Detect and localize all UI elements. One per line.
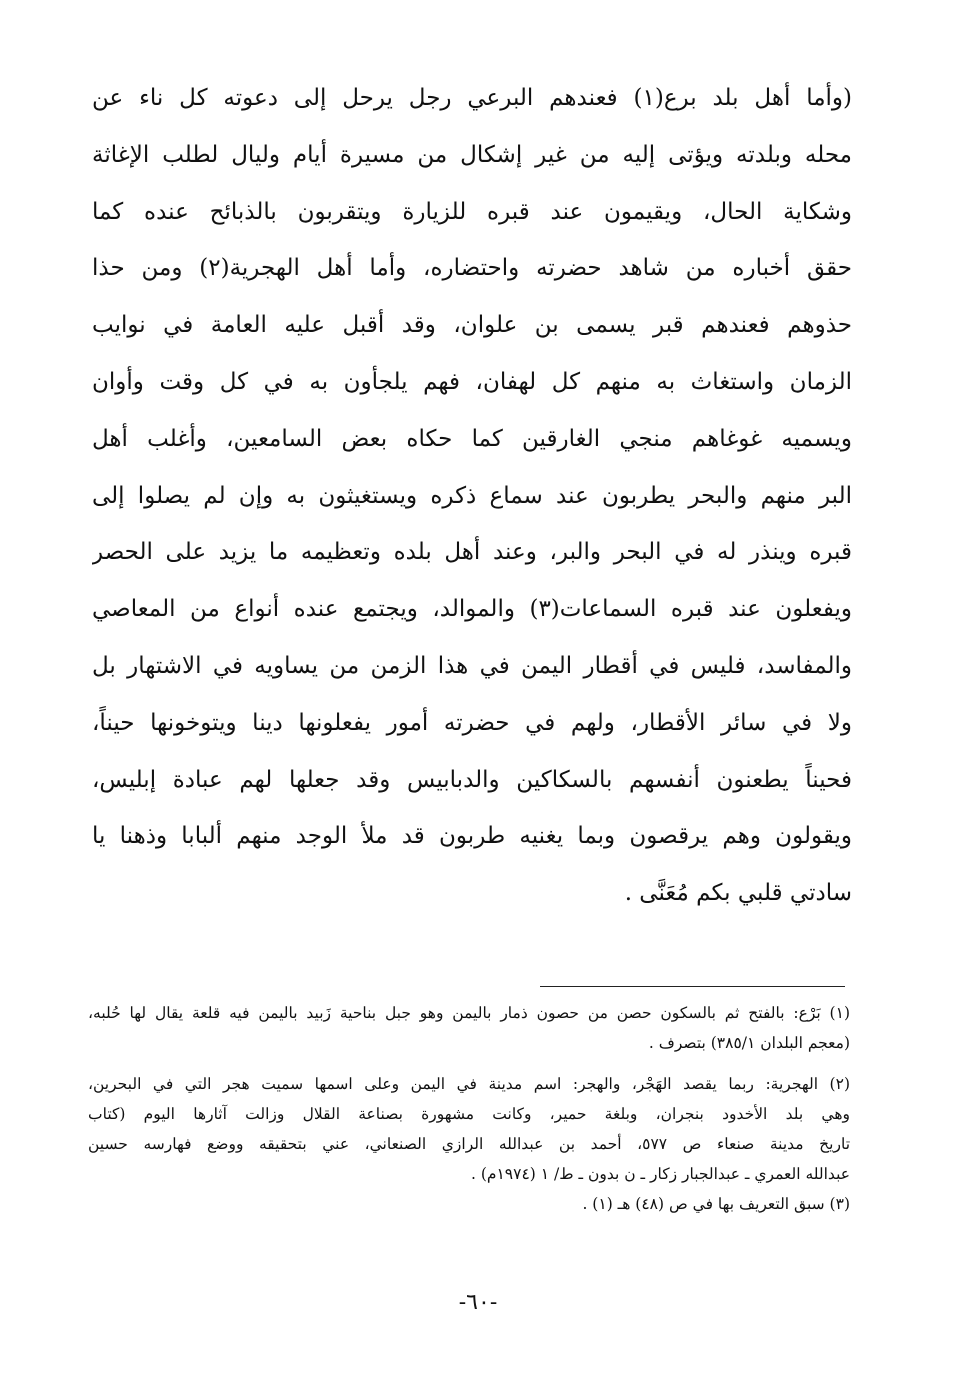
footnote-line: وهي بلد الأخدود بنجران، وبلغة حمير، وكانت مشهورة بصناعة القلال وزالت آثارها اليوم (كتاب bbox=[88, 1105, 850, 1123]
footnotes bbox=[88, 998, 850, 1219]
body-line: فحيناً يطعنون أنفسهم بالسكاكين والدبابيس وقد جعلها لهم عبادة إبليس، bbox=[92, 766, 852, 793]
body-line: حقق أخباره من شاهد حضرته واحتضاره، وأما أهل الهجرية(٢) ومن حذا bbox=[92, 255, 852, 282]
page-number: -٦٠- bbox=[458, 1290, 498, 1315]
footnote-line: (معجم البلدان ٣٨٥/١) بتصرف . bbox=[648, 1034, 850, 1052]
body-line: وشكاية الحال، ويقيمون عند قبره للزيارة ويتقربون بالذبائح عنده كما bbox=[92, 198, 852, 225]
footnote-3 bbox=[88, 1189, 850, 1219]
footnote-line: (٢) الهجرية: ربما يقصد الهَجْر، والهجر: اسم مدينة في اليمن وعلى اسمها سميت هجر التي في البحرين، bbox=[88, 1075, 850, 1093]
body-line: ويسميه غوغاهم منجي الغارقين كما حكاه بعض السامعين، وأغلب أهل bbox=[92, 425, 852, 452]
body-line: محله وبلدته ويؤتى إليه من غير إشكال من مسيرة أيام وليال لطلب الإغاثة bbox=[92, 141, 852, 168]
body-line: ويفعلون عند قبره السماعات(٣) والموالد، ويجتمع عنده أنواع من المعاصي bbox=[92, 596, 852, 623]
footnote-1 bbox=[88, 998, 850, 1058]
footnote-line: (١) بَرْع: بالفتح ثم بالسكون حصن من حصون ذمار باليمن وهو جبل بناحية زَبيد باليمن فيه قلعة يقال لها حُلبه، bbox=[88, 1004, 850, 1022]
body-line: ويقولون وهم يرقصون وبما يغنيه طربون قد ملأ الوجد منهم ألبابا وذهنا يا bbox=[92, 823, 852, 850]
body-line: (وأما أهل بلد برع(١) فعندهم البرعي رجل يرحل إلى دعوته كل ناء عن bbox=[92, 85, 852, 111]
body-line: الزمان واستغاث به منهم كل لهفان، فهم يلجأون به في كل وقت وأوان bbox=[92, 368, 852, 395]
body-line: حذوهم فعندهم قبر يسمى بن علوان، وقد أقبل عليه العامة في نوايب bbox=[92, 312, 852, 339]
body-line: ولا في سائر الأقطار، ولهم في حضرته أمور يفعلونها دينا ويتوخونها حيناً، bbox=[92, 709, 852, 736]
body-text bbox=[92, 70, 852, 922]
footnote-2 bbox=[88, 1069, 850, 1189]
body-line: قبره وينذر له في البحر والبر، وعند أهل بلده وتعظيمه ما يزيد على الحصر bbox=[92, 539, 852, 566]
body-line: والمفاسد، فليس في أقطار اليمن في هذا الزمن من يساويه في الاشتهار بل bbox=[92, 652, 852, 679]
body-line: البر منهم والبحر يطربون عند سماع ذكره ويستغيثون به وإن لم يصلوا إلى bbox=[92, 482, 852, 509]
footnote-line: عبدالله العمري ـ عبدالجبار زكار ـ ن بدون ـ ط/ ١ (١٩٧٤م) . bbox=[470, 1165, 850, 1183]
body-line: سادتي قلبي بكم مُعَنَّى . bbox=[624, 880, 852, 907]
footnote-line: تاريخ مدينة صنعاء ص ٥٧٧، أحمد بن عبدالله الرازي الصنعاني، عني بتحقيقه ووضع فهارسه حسين bbox=[88, 1135, 850, 1153]
footnote-separator bbox=[540, 986, 845, 987]
footnote-line: (٣) سبق التعريف بها في ص (٤٨) هـ (١) . bbox=[582, 1195, 850, 1213]
